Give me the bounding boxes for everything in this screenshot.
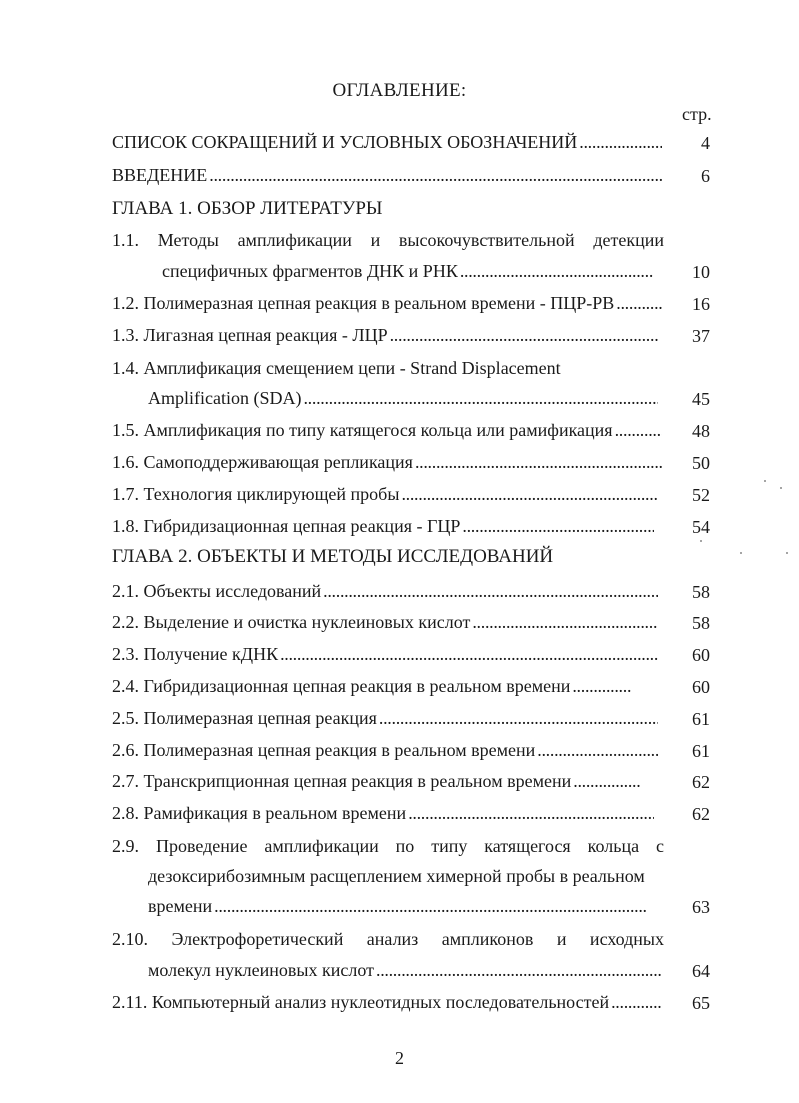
- toc-entry-label: ВВЕДЕНИЕ: [112, 165, 208, 185]
- toc-entry-2-10: [148, 961, 664, 979]
- toc-entry-2-5: [112, 709, 660, 727]
- toc-entry-1-6: [112, 453, 664, 471]
- toc-entry-label: времени: [148, 896, 213, 916]
- toc-entry-label: 1.2. Полимеразная цепная реакция в реальном времени - ПЦР-РВ: [112, 293, 615, 313]
- page-column-label: стр.: [682, 104, 712, 124]
- toc-entry-label: 1.5. Амплификация по типу катящегося кольца или рамификация: [112, 420, 613, 440]
- toc-entry-label: 2.2. Выделение и очистка нуклеиновых кислот: [112, 612, 471, 632]
- page-number: 2: [395, 1048, 404, 1068]
- toc-entry-1-7: [112, 485, 660, 503]
- dot-leader: [573, 772, 640, 790]
- toc-entry-2-8: [112, 804, 656, 822]
- toc-entry-label: СПИСОК СОКРАЩЕНИЙ И УСЛОВНЫХ ОБОЗНАЧЕНИЙ: [112, 132, 578, 152]
- dot-leader: [401, 485, 658, 503]
- toc-entry-page: 45: [692, 389, 710, 409]
- toc-entry-page: 52: [692, 485, 710, 505]
- toc-entry-page: 6: [701, 166, 710, 186]
- toc-entry-page: 50: [692, 453, 710, 473]
- toc-entry-line1: 2.10. Электрофоретический анализ ампликонов и исходных: [112, 929, 664, 949]
- dot-leader: [616, 294, 662, 312]
- toc-entry-label: 1.3. Лигазная цепная реакция - ЛЦР: [112, 325, 388, 345]
- scan-speck: [764, 480, 766, 482]
- dot-leader: [460, 262, 654, 280]
- dot-leader: [303, 389, 658, 407]
- toc-entry-label: 2.11. Компьютерный анализ нуклеотидных последовательностей: [112, 992, 610, 1012]
- toc-entry-label: 1.6. Самоподдерживающая репликация: [112, 452, 413, 472]
- dot-leader: [415, 453, 662, 471]
- dot-leader: [323, 582, 658, 600]
- toc-entry-introduction: [112, 166, 664, 184]
- toc-entry-label: 1.7. Технология циклирующей пробы: [112, 484, 400, 504]
- toc-entry-page: 62: [692, 804, 710, 824]
- toc-entry-page: 63: [692, 897, 710, 917]
- dot-leader: [615, 421, 662, 439]
- toc-entry-label: Amplification (SDA): [148, 388, 302, 408]
- dot-leader: [408, 804, 654, 822]
- dot-leader: [280, 645, 658, 663]
- dot-leader: [572, 677, 632, 695]
- toc-entry-page: 61: [692, 741, 710, 761]
- toc-entry-label: молекул нуклеиновых кислот: [148, 960, 374, 980]
- toc-entry-abbreviations: [112, 133, 664, 151]
- toc-entry-2-6: [112, 741, 660, 759]
- toc-title: ОГЛАВЛЕНИЕ:: [332, 80, 467, 101]
- toc-entry-2-7: [112, 772, 642, 790]
- toc-entry-1-1: [162, 262, 656, 280]
- toc-entry-page: 58: [692, 582, 710, 602]
- toc-entry-label: 2.8. Рамификация в реальном времени: [112, 803, 407, 823]
- toc-entry-line1: 2.9. Проведение амплификации по типу катящегося кольца с: [112, 836, 664, 856]
- toc-entry-line1: 1.4. Амплификация смещением цепи - Strand Displacement: [112, 358, 561, 378]
- dot-leader: [462, 517, 654, 535]
- scan-speck: [780, 487, 782, 489]
- toc-entry-label: 2.6. Полимеразная цепная реакция в реальном времени: [112, 740, 536, 760]
- toc-entry-page: 65: [692, 993, 710, 1013]
- toc-entry-2-1: [112, 582, 660, 600]
- toc-entry-line1: 1.1. Методы амплификации и высокочувствительной детекции: [112, 230, 664, 250]
- dot-leader: [579, 133, 662, 151]
- toc-entry-page: 60: [692, 677, 710, 697]
- toc-entry-label: 2.4. Гибридизационная цепная реакция в реальном времени: [112, 676, 571, 696]
- toc-entry-page: 37: [692, 326, 710, 346]
- toc-entry-page: 60: [692, 645, 710, 665]
- toc-entry-1-4: [148, 389, 660, 407]
- dot-leader: [209, 166, 662, 184]
- toc-entry-label: 2.7. Транскрипционная цепная реакция в реальном времени: [112, 771, 572, 791]
- toc-entry-1-8: [112, 517, 656, 535]
- scan-speck: [786, 552, 788, 554]
- toc-entry-page: 54: [692, 517, 710, 537]
- dot-leader: [611, 993, 662, 1011]
- toc-entry-page: 10: [692, 262, 710, 282]
- toc-entry-page: 61: [692, 709, 710, 729]
- toc-entry-label: специфичных фрагментов ДНК и РНК: [162, 261, 458, 281]
- dot-leader: [214, 897, 646, 915]
- toc-entry-2-4: [112, 677, 634, 695]
- dot-leader: [472, 613, 658, 631]
- toc-entry-2-9: [148, 897, 648, 915]
- toc-entry-2-3: [112, 645, 660, 663]
- toc-entry-2-2: [112, 613, 660, 631]
- toc-entry-label: 2.3. Получение кДНК: [112, 644, 279, 664]
- toc-entry-label: 2.1. Объекты исследований: [112, 581, 322, 601]
- dot-leader: [537, 741, 658, 759]
- toc-entry-page: 62: [692, 772, 710, 792]
- toc-entry-page: 4: [701, 133, 710, 153]
- toc-entry-label: 1.8. Гибридизационная цепная реакция - ГЦР: [112, 516, 461, 536]
- toc-entry-1-3: [112, 326, 660, 344]
- toc-entry-page: 16: [692, 294, 710, 314]
- toc-entry-page: 58: [692, 613, 710, 633]
- dot-leader: [376, 961, 662, 979]
- toc-chapter-2: ГЛАВА 2. ОБЪЕКТЫ И МЕТОДЫ ИССЛЕДОВАНИЙ: [112, 546, 554, 567]
- toc-entry-1-2: [112, 294, 664, 312]
- toc-entry-1-5: [112, 421, 664, 439]
- toc-chapter-1: ГЛАВА 1. ОБЗОР ЛИТЕРАТУРЫ: [112, 198, 383, 219]
- toc-entry-page: 64: [692, 961, 710, 981]
- scan-speck: [700, 540, 702, 542]
- toc-entry-label: 2.5. Полимеразная цепная реакция: [112, 708, 377, 728]
- dot-leader: [390, 326, 658, 344]
- scan-speck: [740, 552, 742, 554]
- toc-entry-2-11: [112, 993, 664, 1011]
- dot-leader: [379, 709, 658, 727]
- toc-entry-line2: дезоксирибозимным расщеплением химерной пробы в реальном: [148, 866, 645, 886]
- toc-entry-page: 48: [692, 421, 710, 441]
